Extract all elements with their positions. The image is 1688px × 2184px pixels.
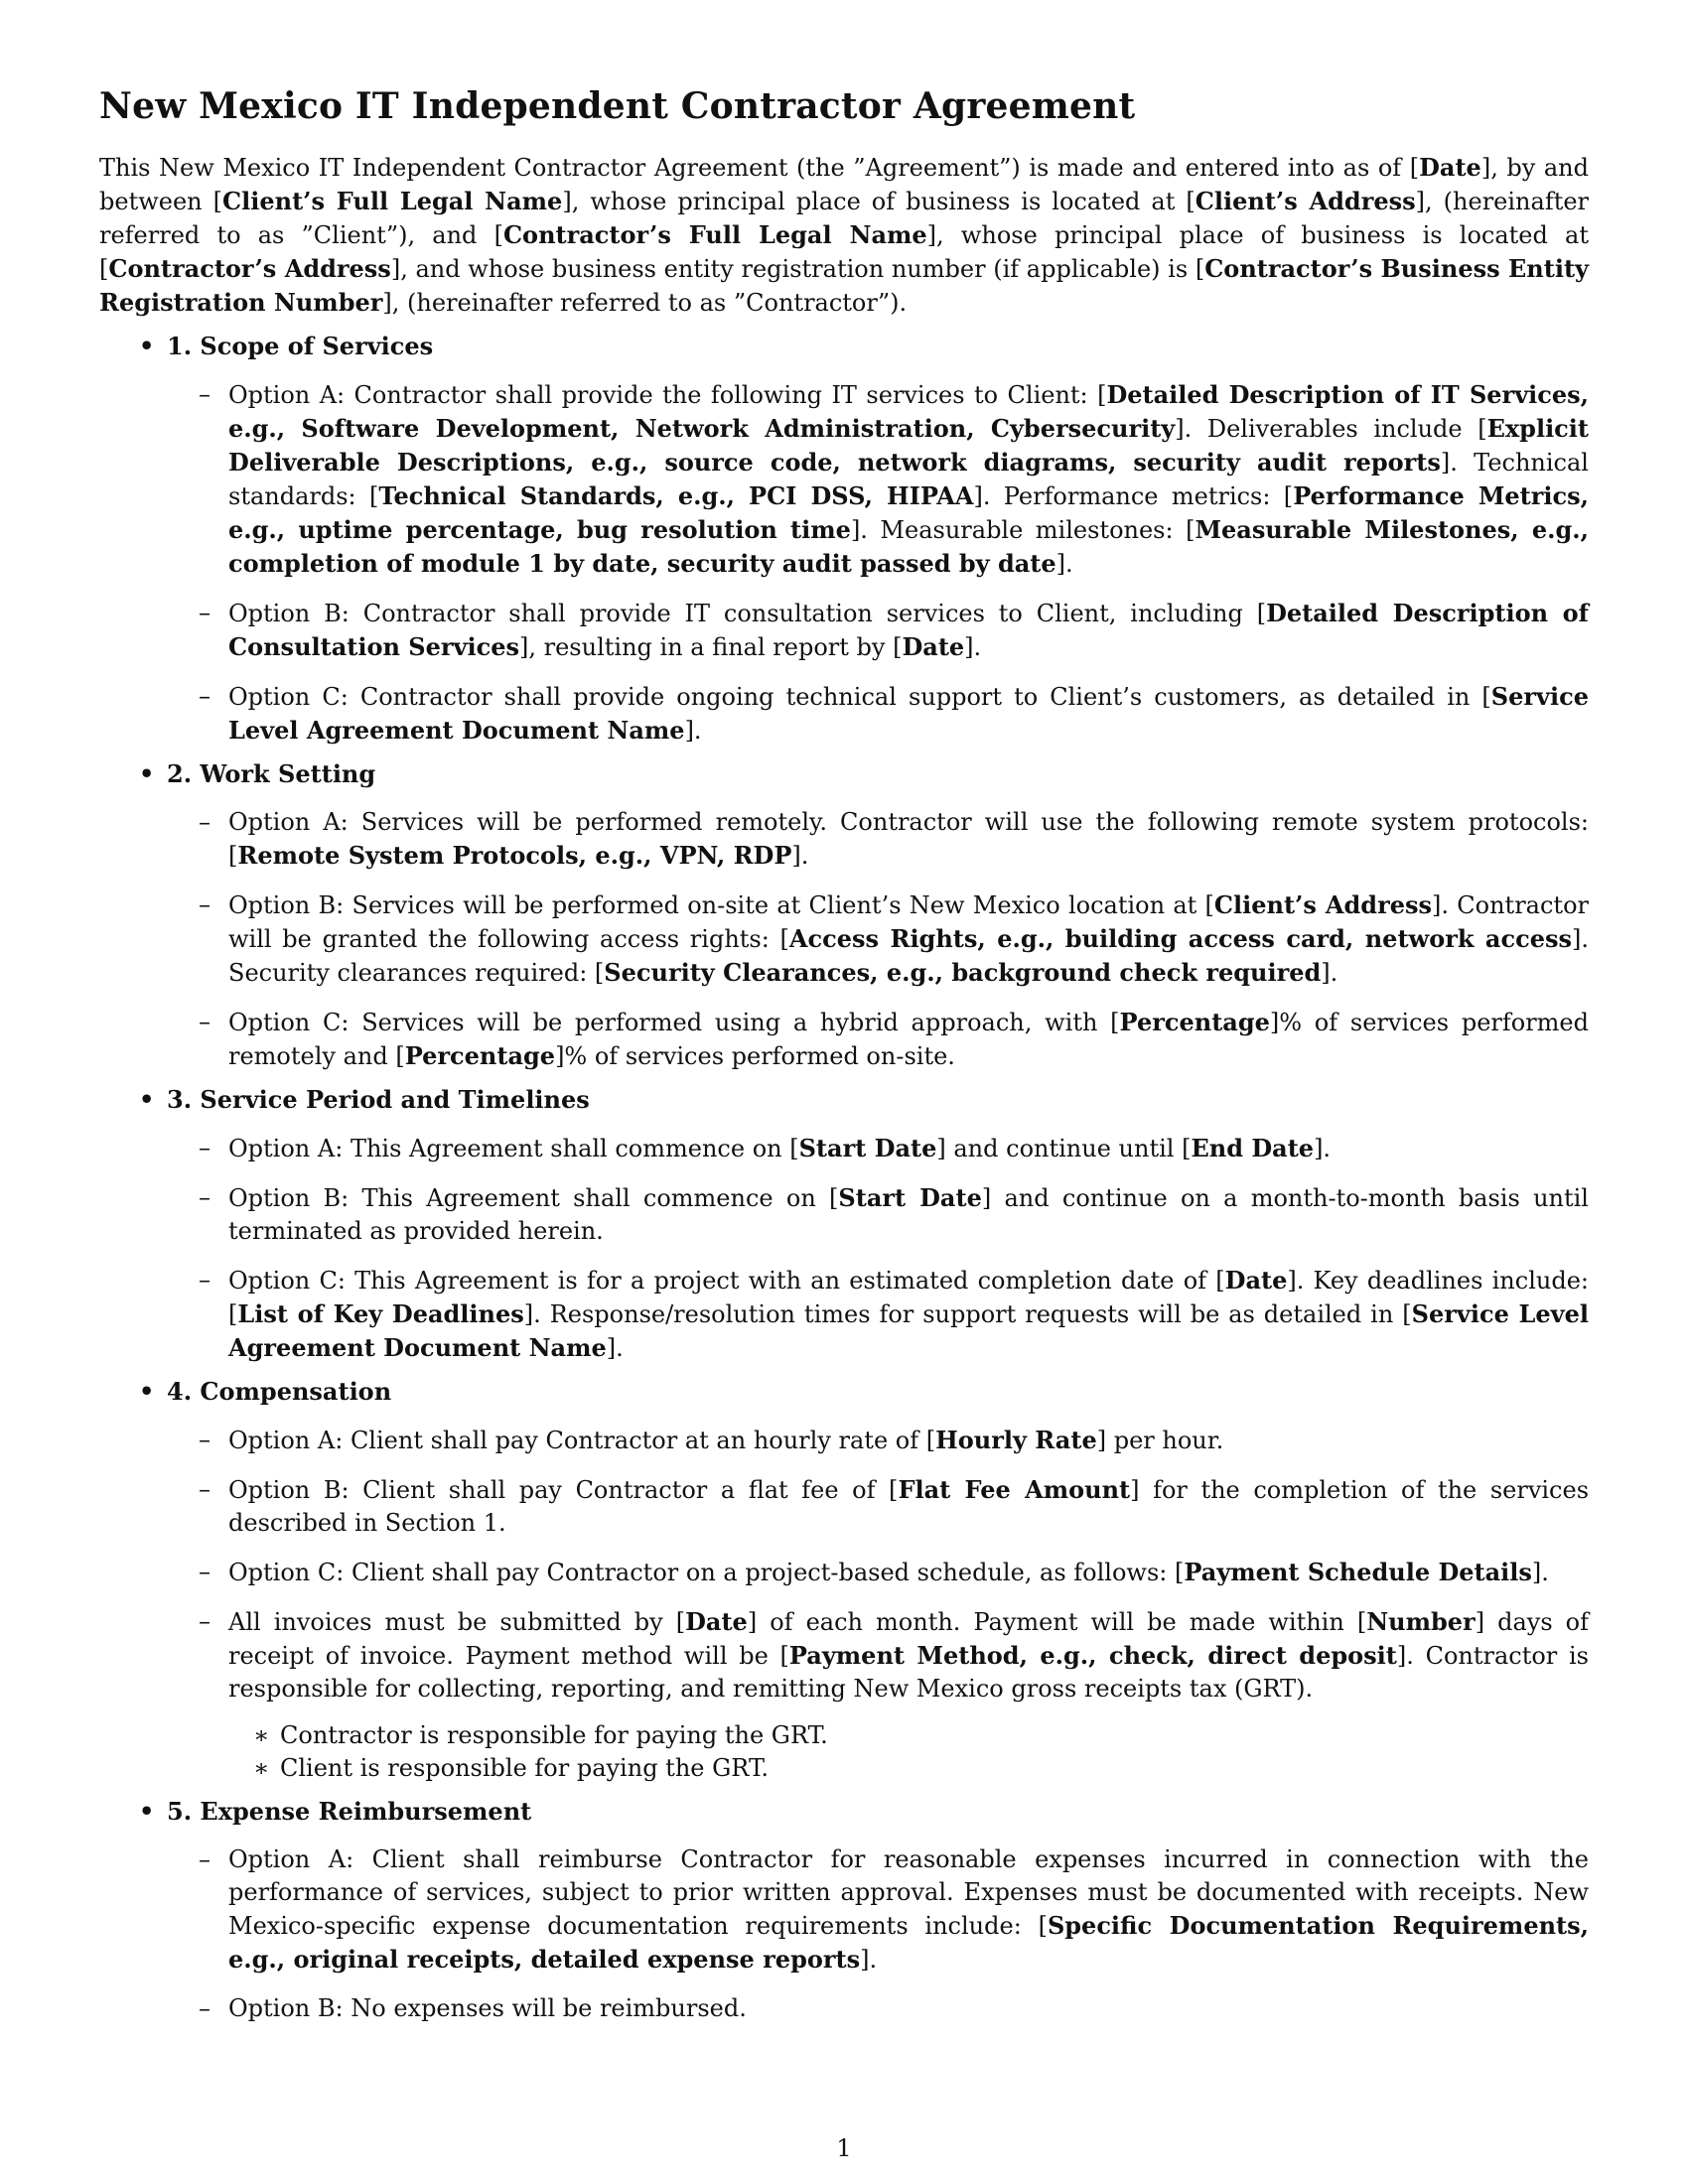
text-run: Option C: Client shall pay Contractor on a project-based schedule, as follows: [ xyxy=(228,1559,1185,1586)
option-item xyxy=(99,1424,1589,1457)
section-title xyxy=(99,1795,1589,1828)
sections-list xyxy=(99,330,1589,2025)
sub-list xyxy=(99,1719,1589,1785)
section-title-text: 4. Compensation xyxy=(167,1377,392,1406)
text-run: ] days of receipt of invoice. Payment method will be [ xyxy=(228,1608,1590,1670)
option-item xyxy=(99,1843,1589,1977)
section-title xyxy=(99,1083,1589,1116)
option-item xyxy=(99,1605,1589,1706)
text-run: ] of each month. Payment will be made within [ xyxy=(747,1608,1367,1636)
text-run: ]. xyxy=(606,1334,624,1362)
section xyxy=(99,1795,1589,2025)
option-item xyxy=(99,1181,1589,1248)
text-run: ]. Performance metrics: [ xyxy=(973,482,1294,510)
page-number: 1 xyxy=(836,2134,852,2162)
text-run: ] for the completion of the services described in Section 1. xyxy=(228,1476,1590,1537)
dash-icon: – xyxy=(199,1183,211,1211)
bullet-icon: • xyxy=(139,759,155,788)
text-run: Option A: Client shall reimburse Contractor for reasonable expenses incurred in connection with the performance of services, subject to prior written approval. Expenses must be documented with receipts. New Mexico-specific expense documentation requirements include: [ xyxy=(228,1845,1589,1940)
text-run: ]. xyxy=(791,842,809,870)
text-run: This New Mexico IT Independent Contractor Agreement (the ”Agreement”) is made and entered into as of [ xyxy=(99,154,1420,182)
placeholder-field: Contractor’s Full Legal Name xyxy=(502,220,927,249)
bullet-icon: • xyxy=(139,1377,155,1406)
placeholder-field: Start Date xyxy=(838,1183,982,1212)
placeholder-field: Contractor’s Business Entity Registration Number xyxy=(99,254,1589,317)
placeholder-field: List of Key Deadlines xyxy=(237,1299,524,1328)
section-title-text: 5. Expense Reimbursement xyxy=(167,1797,532,1826)
dash-icon: – xyxy=(199,1266,211,1294)
text-run: Option C: Contractor shall provide ongoing technical support to Client’s customers, as detailed in [ xyxy=(228,683,1491,711)
option-item xyxy=(99,1992,1589,2025)
text-run: ], (hereinafter referred to as ”Client”), and [ xyxy=(99,188,1590,249)
dash-icon: – xyxy=(199,1845,211,1873)
option-item xyxy=(99,806,1589,873)
text-run: Option A: Client shall pay Contractor at an hourly rate of [ xyxy=(228,1427,936,1454)
sub-item-text: Client is responsible for paying the GRT. xyxy=(280,1754,770,1782)
asterisk-icon: ∗ xyxy=(253,1721,270,1749)
dash-icon: – xyxy=(199,1558,211,1585)
text-run: ]. Contractor is responsible for collecting, reporting, and remitting New Mexico gross receipts tax (GRT). xyxy=(228,1642,1589,1703)
text-run: Option A: This Agreement shall commence on [ xyxy=(228,1135,799,1162)
text-run: ]. Measurable milestones: [ xyxy=(850,516,1196,544)
placeholder-field: Measurable Milestones, e.g., completion of module 1 by date, security audit passed by date xyxy=(228,515,1589,578)
placeholder-field: Service Level Agreement Document Name xyxy=(228,1299,1589,1362)
asterisk-icon: ∗ xyxy=(253,1754,270,1782)
text-run: ]. xyxy=(964,633,982,661)
placeholder-field: Number xyxy=(1366,1607,1476,1636)
placeholder-field: Detailed Description of IT Services, e.g., Software Development, Network Administration, Cybersecurity xyxy=(228,380,1590,443)
dash-icon: – xyxy=(199,380,211,408)
text-run: Option C: Services will be performed using a hybrid approach, with [ xyxy=(228,1009,1120,1036)
text-run: ]. xyxy=(684,717,702,745)
text-run: ] per hour. xyxy=(1096,1427,1224,1454)
placeholder-field: Client’s Full Legal Name xyxy=(222,187,563,215)
text-run: ]. Technical standards: [ xyxy=(228,449,1589,510)
dash-icon: – xyxy=(199,1607,211,1635)
placeholder-field: Date xyxy=(685,1607,748,1636)
document-page xyxy=(99,85,1589,2025)
dash-icon: – xyxy=(199,808,211,836)
placeholder-field: Flat Fee Amount xyxy=(898,1475,1131,1504)
text-run: Option C: This Agreement is for a project with an estimated completion date of [ xyxy=(228,1267,1225,1295)
placeholder-field: Detailed Description of Consultation Services xyxy=(228,599,1589,661)
option-item xyxy=(99,597,1589,664)
placeholder-field: Start Date xyxy=(798,1134,937,1162)
text-run: ], by and between [ xyxy=(99,154,1589,215)
placeholder-field: Access Rights, e.g., building access card, network access xyxy=(788,924,1572,953)
section-title xyxy=(99,757,1589,790)
text-run: ]. Deliverables include [ xyxy=(1175,415,1487,443)
placeholder-field: Contractor’s Address xyxy=(108,254,391,283)
text-run: ], (hereinafter referred to as ”Contractor”). xyxy=(382,289,908,317)
option-item xyxy=(99,1556,1589,1589)
section-title-text: 1. Scope of Services xyxy=(167,332,434,360)
option-item xyxy=(99,1006,1589,1073)
placeholder-field: Specific Documentation Requirements, e.g., original receipts, detailed expense reports xyxy=(228,1911,1589,1974)
dash-icon: – xyxy=(199,1008,211,1035)
bullet-icon: • xyxy=(139,332,155,360)
sub-item xyxy=(99,1752,1589,1785)
text-run: ]. Response/resolution times for support requests will be as detailed in [ xyxy=(523,1300,1412,1328)
text-run: ]. Contractor will be granted the following access rights: [ xyxy=(228,891,1589,953)
option-item xyxy=(99,888,1589,990)
dash-icon: – xyxy=(199,1475,211,1503)
text-run: ]% of services performed remotely and [ xyxy=(228,1009,1589,1070)
text-run: ], whose principal place of business is located at [ xyxy=(99,221,1589,283)
dash-icon: – xyxy=(199,890,211,918)
text-run: ]. xyxy=(1055,550,1073,578)
text-run: ] and continue until [ xyxy=(936,1135,1192,1162)
bullet-icon: • xyxy=(139,1797,155,1826)
placeholder-field: Date xyxy=(902,632,965,661)
text-run: ]. xyxy=(1314,1135,1332,1162)
placeholder-field: Payment Schedule Details xyxy=(1184,1558,1532,1586)
placeholder-field: Date xyxy=(1419,153,1481,182)
dash-icon: – xyxy=(199,599,211,626)
text-run: ]. xyxy=(1321,959,1338,987)
sub-item xyxy=(99,1719,1589,1752)
page-title: New Mexico IT Independent Contractor Agreement xyxy=(99,85,1136,127)
placeholder-field: Percentage xyxy=(1119,1008,1270,1036)
text-run: Option A: Contractor shall provide the following IT services to Client: [ xyxy=(228,381,1107,409)
section xyxy=(99,757,1589,1073)
text-run: ]. Security clearances required: [ xyxy=(228,925,1589,987)
option-item xyxy=(99,1473,1589,1540)
section xyxy=(99,1375,1589,1785)
text-run: All invoices must be submitted by [ xyxy=(228,1608,686,1636)
placeholder-field: Service Level Agreement Document Name xyxy=(228,682,1589,745)
placeholder-field: Client’s Address xyxy=(1213,890,1433,919)
placeholder-field: Date xyxy=(1224,1266,1288,1295)
placeholder-field: Security Clearances, e.g., background check required xyxy=(604,958,1322,987)
text-run: ], resulting in a final report by [ xyxy=(519,633,903,661)
section xyxy=(99,1083,1589,1365)
option-item xyxy=(99,378,1589,581)
text-run: Option A: Services will be performed remotely. Contractor will use the following remote system protocols: [ xyxy=(228,808,1589,870)
placeholder-field: Payment Method, e.g., check, direct deposit xyxy=(788,1641,1397,1670)
placeholder-field: Percentage xyxy=(404,1041,556,1070)
text-run: Option B: Contractor shall provide IT consultation services to Client, including [ xyxy=(228,600,1267,627)
dash-icon: – xyxy=(199,1994,211,2022)
option-item xyxy=(99,1132,1589,1165)
text-run: ]% of services performed on-site. xyxy=(555,1042,955,1070)
text-run: ], whose principal place of business is located at [ xyxy=(562,188,1196,215)
placeholder-field: End Date xyxy=(1191,1134,1315,1162)
placeholder-field: Hourly Rate xyxy=(935,1426,1097,1454)
text-run: Option B: Client shall pay Contractor a flat fee of [ xyxy=(228,1476,899,1504)
text-run: ]. xyxy=(1531,1559,1549,1586)
intro-paragraph xyxy=(99,151,1589,320)
text-run: Option B: No expenses will be reimbursed. xyxy=(228,1994,747,2022)
dash-icon: – xyxy=(199,682,211,710)
text-run: ] and continue on a month-to-month basis until terminated as provided herein. xyxy=(228,1184,1589,1245)
sub-item-text: Contractor is responsible for paying the GRT. xyxy=(280,1721,828,1749)
bullet-icon: • xyxy=(139,1085,155,1114)
option-item xyxy=(99,1264,1589,1365)
placeholder-field: Explicit Deliverable Descriptions, e.g., source code, network diagrams, security audit reports xyxy=(228,414,1589,477)
text-run: Option B: This Agreement shall commence on [ xyxy=(228,1184,839,1212)
placeholder-field: Remote System Protocols, e.g., VPN, RDP xyxy=(237,841,792,870)
text-run: Option B: Services will be performed on-site at Client’s New Mexico location at [ xyxy=(228,891,1214,919)
section-title xyxy=(99,330,1589,362)
section xyxy=(99,330,1589,748)
dash-icon: – xyxy=(199,1134,211,1161)
section-title-text: 2. Work Setting xyxy=(167,759,376,788)
text-run: ]. xyxy=(860,1946,878,1974)
option-item xyxy=(99,680,1589,748)
section-title-text: 3. Service Period and Timelines xyxy=(167,1085,590,1114)
text-run: ], and whose business entity registration number (if applicable) is [ xyxy=(390,255,1205,283)
placeholder-field: Client’s Address xyxy=(1195,187,1416,215)
placeholder-field: Technical Standards, e.g., PCI DSS, HIPAA xyxy=(378,481,974,510)
dash-icon: – xyxy=(199,1426,211,1453)
text-run: ]. Key deadlines include: [ xyxy=(228,1267,1589,1328)
section-title xyxy=(99,1375,1589,1408)
placeholder-field: Performance Metrics, e.g., uptime percentage, bug resolution time xyxy=(228,481,1589,544)
